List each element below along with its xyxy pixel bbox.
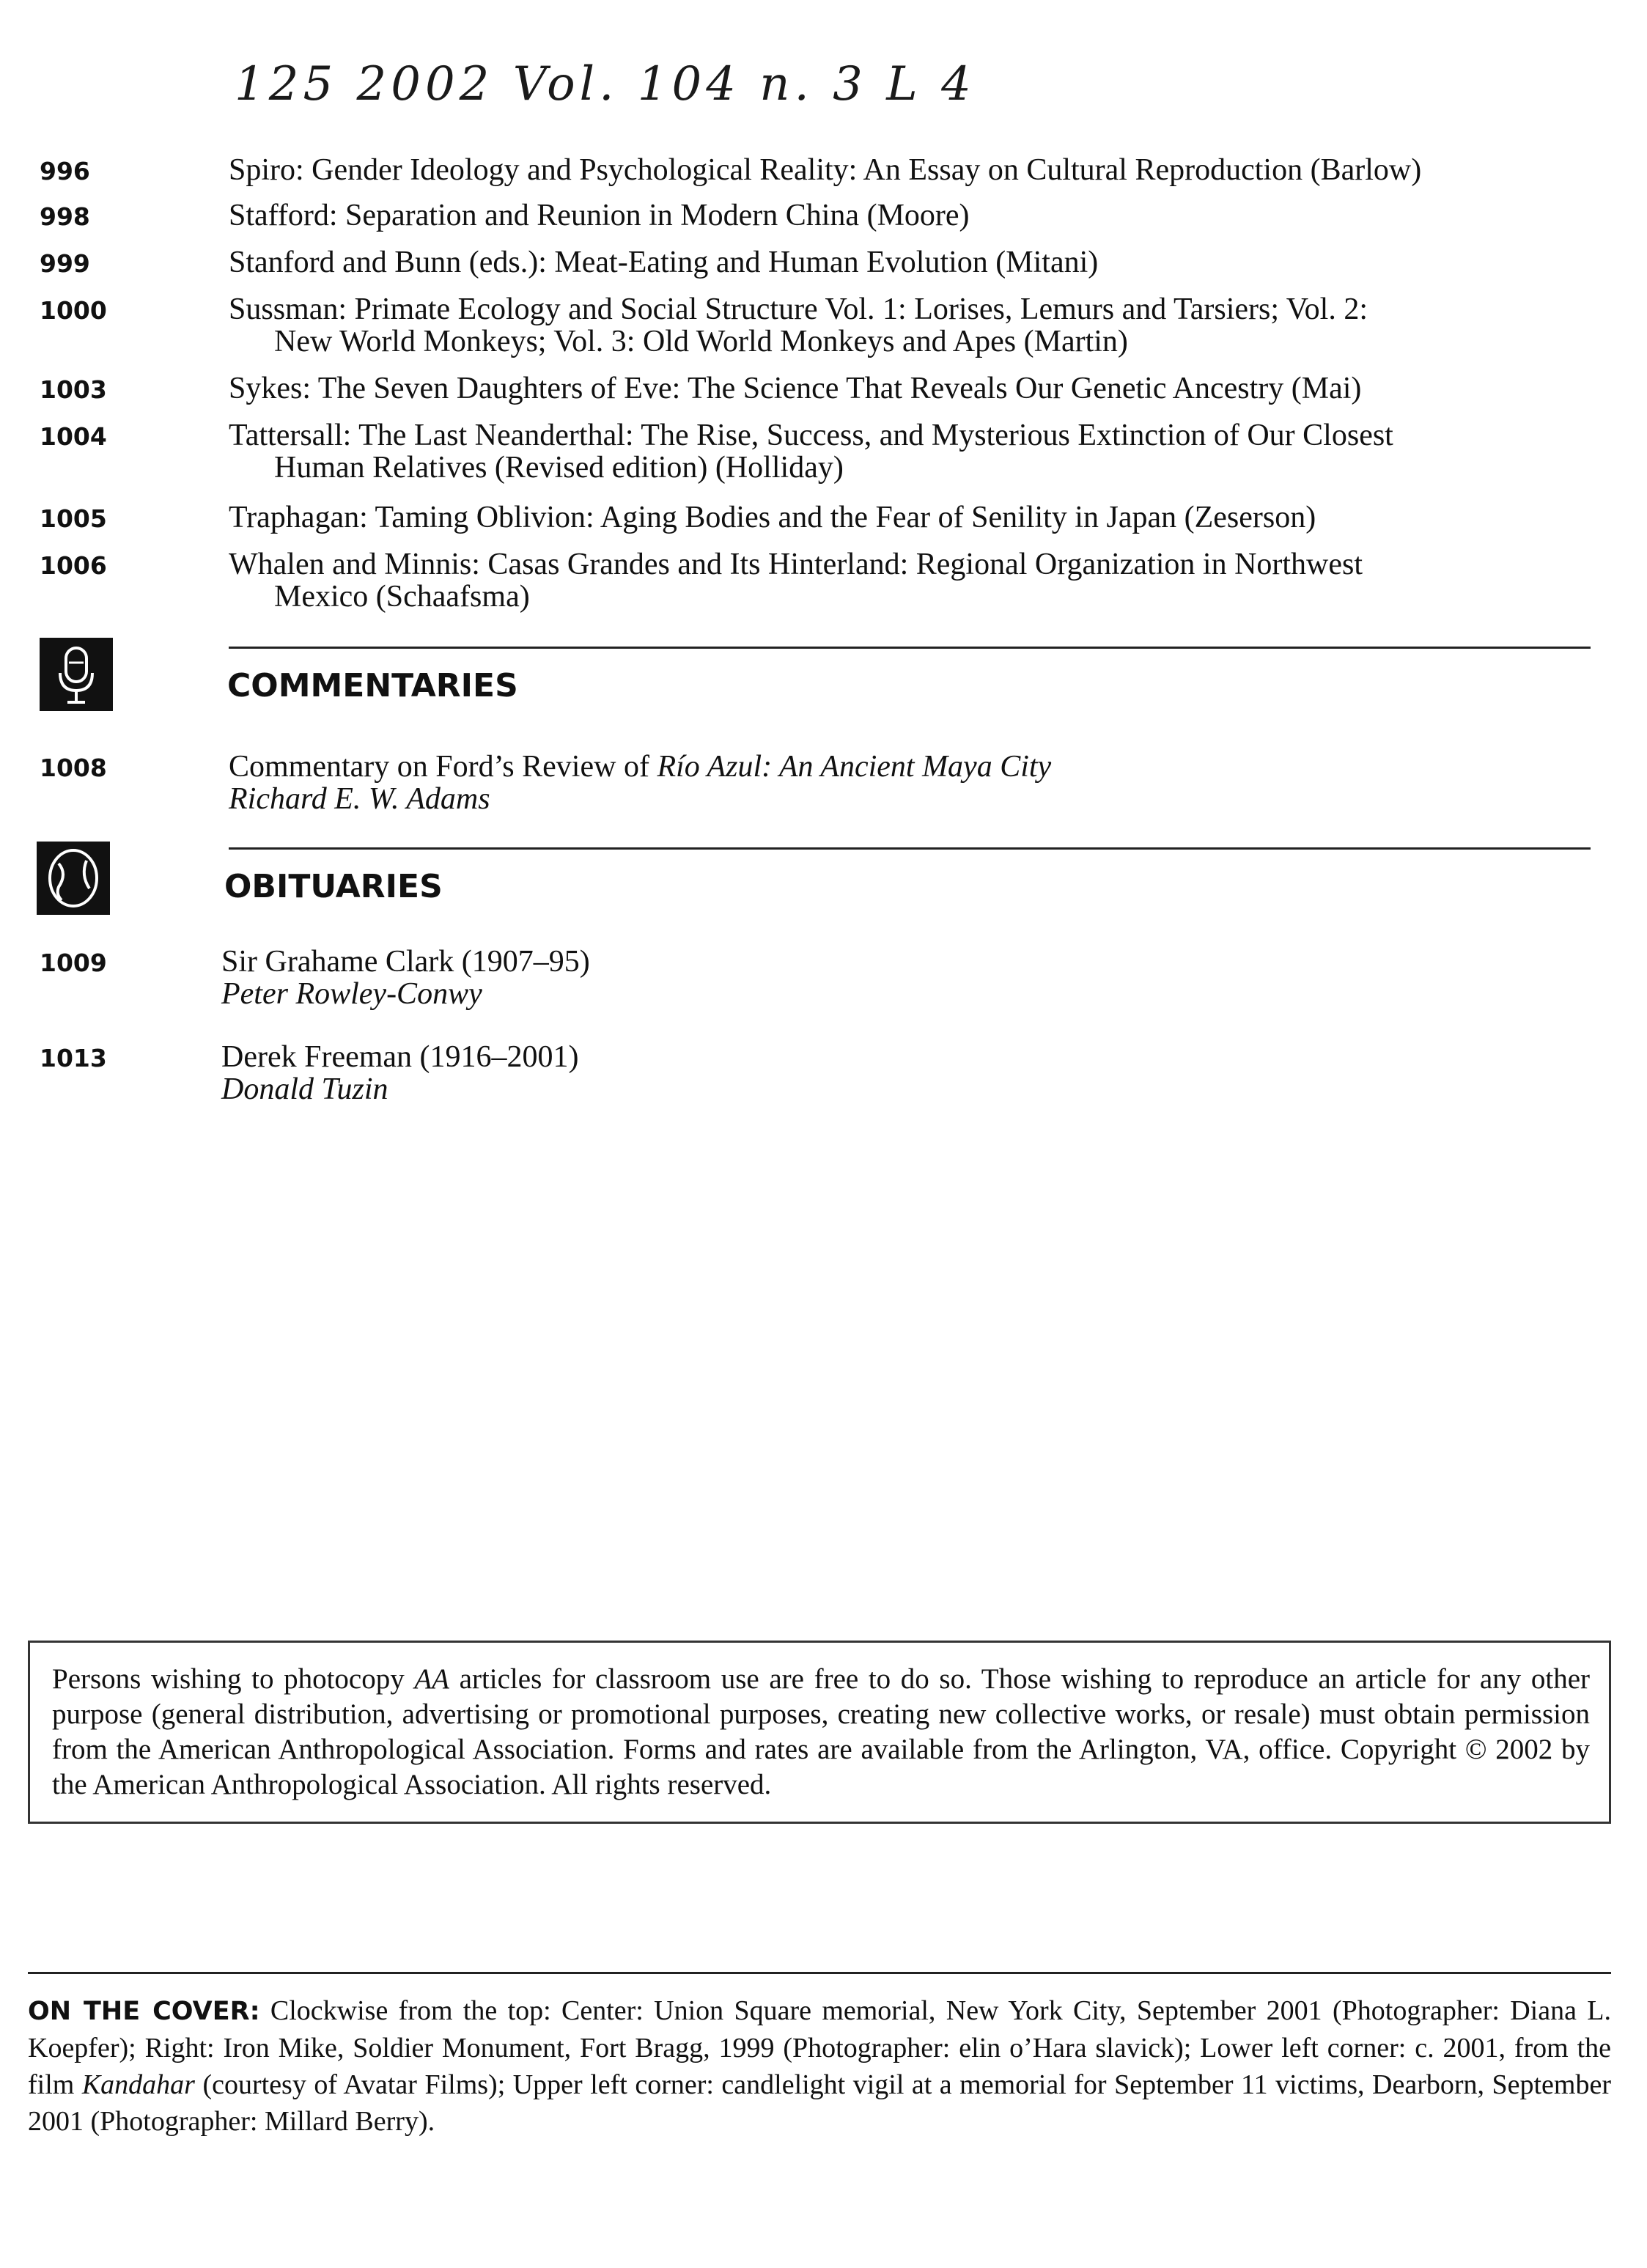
page-number: 1003 [40, 375, 107, 404]
microphone-icon [40, 638, 113, 711]
commentary-text [229, 751, 1051, 815]
review-text [229, 501, 1316, 534]
commentary-title-prefix: Commentary on Ford’s Review of [229, 750, 657, 784]
silhouette-icon [37, 842, 110, 915]
review-text [229, 154, 1421, 186]
obituary-text [221, 946, 590, 1010]
review-text [229, 372, 1361, 405]
section-divider [229, 847, 1591, 850]
page-number: 1013 [40, 1044, 107, 1072]
cover-text-start: Clockwise from the top: Center: Union Square memorial, New York City, September 2001 (Photographer: Diana L. Koepfer); Right: Iron Mike, Soldier Monument, Fort Bragg, 1999 (Photographer: elin o’Hara slavick); Lower left corner: c. 2001, from the film [28, 1995, 1611, 2100]
review-line: Sykes: The Seven Daughters of Eve: The Science That Reveals Our Genetic Ancestry (Mai) [229, 372, 1362, 405]
notice-text-rest: articles for classroom use are free to do so. Those wishing to reproduce an article for any other purpose (general distribution, advertising or promotional purposes, creating new collective works, or resale) must obtain permission from the American Anthropological Association. Forms and rates are available from the Arlington, VA, office. Copyright © 2002 by the American Anthropological Association. All rights reserved. [52, 1663, 1590, 1800]
commentary-title [229, 750, 1051, 784]
page-number: 1008 [40, 754, 107, 782]
obituary-title: Derek Freeman (1916–2001) [221, 1040, 579, 1074]
review-text [229, 246, 1098, 279]
cover-credits [28, 1992, 1611, 2140]
review-text [229, 548, 1363, 613]
section-title-commentaries: COMMENTARIES [227, 667, 518, 704]
photocopy-notice [28, 1641, 1611, 1824]
page-number: 998 [40, 202, 90, 231]
notice-journal-abbrev: AA [414, 1663, 450, 1695]
page-number: 999 [40, 249, 90, 278]
cover-divider [28, 1972, 1611, 1974]
review-line: Stanford and Bunn (eds.): Meat-Eating and Human Evolution (Mitani) [229, 246, 1099, 279]
review-line: Spiro: Gender Ideology and Psychological Reality: An Essay on Cultural Reproduction (Barlow) [229, 153, 1422, 187]
commentary-author: Richard E. W. Adams [229, 782, 490, 816]
page-number: 1006 [40, 551, 107, 580]
section-divider [229, 647, 1591, 649]
review-line: Tattersall: The Last Neanderthal: The Rise, Success, and Mysterious Extinction of Our Closest [229, 419, 1393, 452]
review-line: Human Relatives (Revised edition) (Holliday) [274, 451, 844, 485]
review-text [229, 419, 1393, 484]
review-text [229, 199, 970, 232]
notice-text-start: Persons wishing to photocopy [52, 1663, 415, 1695]
review-line: Sussman: Primate Ecology and Social Structure Vol. 1: Lorises, Lemurs and Tarsiers; Vol. 2: [229, 292, 1368, 326]
review-text [229, 293, 1368, 358]
section-title-obituaries: OBITUARIES [224, 868, 443, 905]
page-number: 1000 [40, 296, 107, 325]
page-number: 996 [40, 157, 90, 185]
cover-label: ON THE COVER: [28, 1997, 260, 2026]
review-line: Stafford: Separation and Reunion in Modern China (Moore) [229, 199, 970, 232]
review-line: Mexico (Schaafsma) [274, 580, 530, 614]
obituary-text [221, 1041, 579, 1105]
commentary-title-work: Río Azul: An Ancient Maya City [657, 750, 1052, 784]
page-number: 1005 [40, 504, 107, 533]
obituary-author: Peter Rowley-Conwy [221, 977, 482, 1011]
cover-film-title: Kandahar [81, 2069, 195, 2100]
review-line: Traphagan: Taming Oblivion: Aging Bodies and the Fear of Senility in Japan (Zeserson) [229, 501, 1316, 534]
review-line: Whalen and Minnis: Casas Grandes and Its Hinterland: Regional Organization in Northwest [229, 548, 1363, 581]
handwritten-note: 125 2002 Vol. 104 n. 3 L 4 [235, 57, 976, 111]
cover-text-rest: (courtesy of Avatar Films); Upper left corner: candlelight vigil at a memorial for September 11 victims, Dearborn, September 2001 (Photographer: Millard Berry). [28, 2069, 1612, 2137]
obituary-title: Sir Grahame Clark (1907–95) [221, 945, 590, 979]
page-number: 1004 [40, 422, 107, 451]
obituary-author: Donald Tuzin [221, 1072, 388, 1106]
page-number: 1009 [40, 949, 107, 977]
review-line: New World Monkeys; Vol. 3: Old World Monkeys and Apes (Martin) [274, 325, 1128, 358]
